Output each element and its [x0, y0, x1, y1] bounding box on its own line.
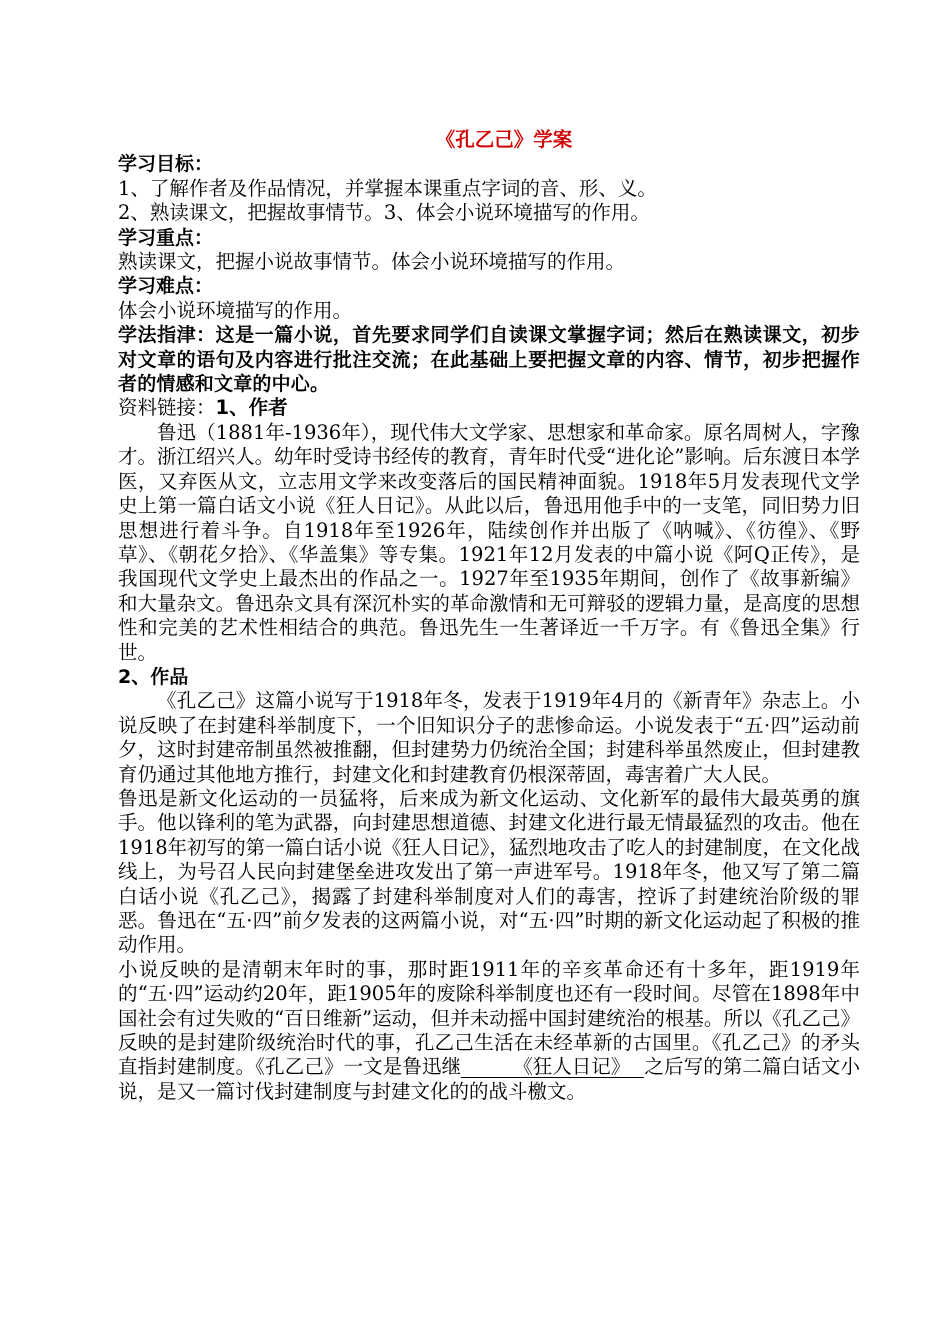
- difficulties-heading: 学习难点：: [118, 275, 214, 298]
- objectives-heading: 学习目标：: [118, 153, 214, 176]
- work-paragraph-3-before: 小说反映的是清朝末年时的事，那时距1911年的辛亥革命还有十多年，距1919年的“五·四”运动约20年，距1905年的废除科举制度也还有一段时间。尽管在1898年中国社会有过失败的“百日维新”运动，但并未动摇中国封建统治的根基。所以《孔乙己》反映的是封建阶级统治时代的事，孔乙己生活在未经革新的古国里。《孔乙己》的矛头直指封建制度。《孔乙己》一文是鲁迅继: [118, 957, 860, 1079]
- work-paragraph-3: [118, 958, 860, 1104]
- work-heading: 2、作品: [118, 665, 189, 688]
- resources-prefix: 资料链接：: [118, 396, 216, 420]
- author-paragraph: 鲁迅（1881年-1936年），现代伟大文学家、思想家和革命家。原名周树人，字豫才。浙江绍兴人。幼年时受诗书经传的教育，青年时代受“进化论”影响。后东渡日本学医，又弃医从文，立志用文学来改变落后的国民精神面貌。1918年5月发表现代文学史上第一篇白话文小说《狂人日记》。从此以后，鲁迅用他手中的一支笔，同旧势力旧思想进行着斗争。自1918年至1926年，陆续创作并出版了《呐喊》、《彷徨》、《野草》、《朝花夕拾》、《华盖集》等专集。1921年12月发表的中篇小说《阿Q正传》，是我国现代文学史上最杰出的作品之一。1927年至1935年期间，创作了《故事新编》和大量杂文。鲁迅杂文具有深沉朴实的革命激情和无可辩驳的逻辑力量，是高度的思想性和完美的艺术性相结合的典范。鲁迅先生一生著译近一千万字。有《鲁迅全集》行世。: [118, 420, 860, 664]
- resources-line: [118, 396, 860, 420]
- objective-line-2: 2、熟读课文，把握故事情节。3、体会小说环境描写的作用。: [118, 201, 650, 225]
- work-paragraph-3-after: 之后写的第二篇白话文小说，是又一篇讨伐封建制度与封建文化的的战斗檄文。: [118, 1055, 860, 1103]
- key-points-text: 熟读课文，把握小说故事情节。体会小说环境描写的作用。: [118, 250, 626, 274]
- work-paragraph-1: 《孔乙己》这篇小说写于1918年冬，发表于1919年4月的《新青年》杂志上。小说反映了在封建科举制度下，一个旧知识分子的悲惨命运。小说发表于“五·四”运动前夕，这时封建帝制虽然被推翻，但封建势力仍统治全国；封建科举虽然废止，但封建教育仍通过其他地方推行，封建文化和封建教育仍根深蒂固，毒害着广大人民。: [118, 689, 860, 786]
- work-paragraph-2: 鲁迅是新文化运动的一员猛将，后来成为新文化运动、文化新军的最伟大最英勇的旗手。他以锋利的笔为武器，向封建思想道德、封建文化进行最无情最猛烈的攻击。他在1918年初写的第一篇白话小说《狂人日记》，猛烈地攻击了吃人的封建制度，在文化战线上，为号召人民向封建堡垒进攻发出了第一声进军号。1918年冬，他又写了第二篇白话小说《孔乙己》，揭露了封建科举制度对人们的毒害，控诉了封建统治阶级的罪恶。鲁迅在“五·四”前夕发表的这两篇小说，对“五·四”时期的新文化运动起了积极的推动作用。: [118, 786, 860, 957]
- document-title: 《孔乙己》学案: [435, 128, 573, 151]
- author-heading: 1、作者: [215, 396, 288, 420]
- difficulties-text: 体会小说环境描写的作用。: [118, 298, 353, 322]
- method-guide-paragraph: 学法指津：这是一篇小说，首先要求同学们自读课文掌握字词；然后在熟读课文，初步对文章的语句及内容进行批注交流；在此基础上要把握文章的内容、情节，初步把握作者的情感和文章的中心。: [118, 324, 860, 396]
- objective-line-1: 1、了解作者及作品情况，并掌握本课重点字词的音、形、义。: [118, 176, 657, 200]
- key-points-heading: 学习重点：: [118, 226, 214, 249]
- fill-in-blank: 《狂人日记》: [461, 1057, 644, 1078]
- document-page: [118, 128, 860, 1104]
